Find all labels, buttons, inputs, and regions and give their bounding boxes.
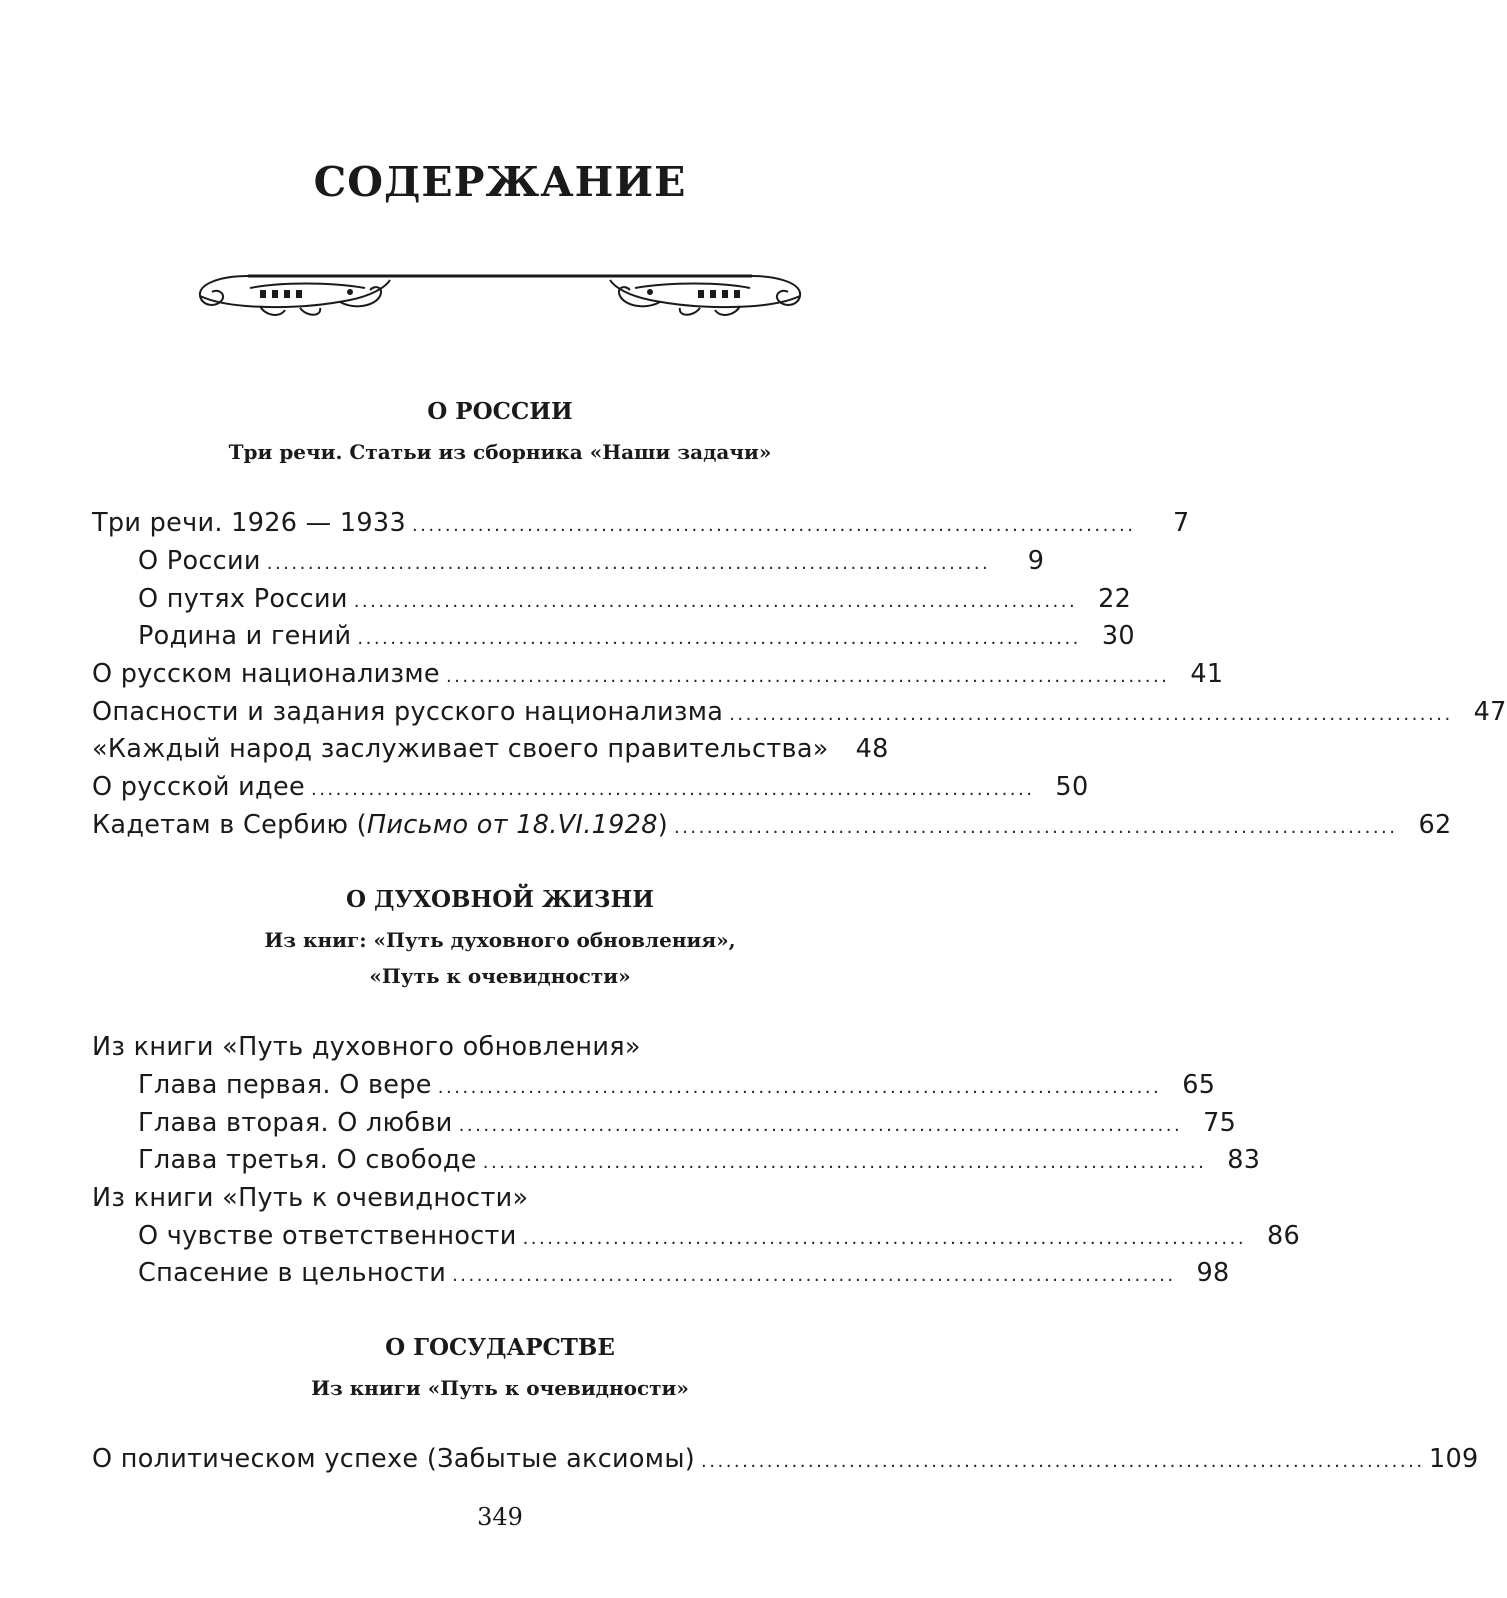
toc-entry[interactable] [92,1183,884,1219]
toc-entry-page: 98 [1196,1258,1230,1288]
toc-entry-title: Из книги «Путь к очевидности» [92,1183,529,1213]
toc-entry-page: 47 [1473,697,1507,727]
toc-entry-title-italic: Письмо от 18.VI.1928 [366,810,658,840]
toc-entry-title: О политическом успехе (Забытые аксиомы) [92,1444,696,1474]
toc-entry[interactable]: О чувстве ответственности ........................................................................................ 86 [138,1221,1301,1251]
toc-entry-title: Из книги «Путь духовного обновления» [92,1032,641,1062]
toc-entry[interactable] [92,1032,884,1068]
toc-entry[interactable]: Спасение в цельности ........................................................................................ 98 [138,1258,1230,1288]
toc-entry[interactable]: Глава первая. О вере ........................................................................................ 65 [138,1070,1216,1100]
toc-entry-page: 83 [1227,1145,1261,1175]
toc-entry-title: О путях России [138,584,348,614]
toc-entry[interactable]: Кадетам в Сербию (Письмо от 18.VI.1928) ........................................................................................ 62 [92,810,1452,840]
section-heading: О ДУХОВНОЙ ЖИЗНИ [346,886,654,913]
toc-entry-page: 86 [1267,1221,1301,1251]
toc-entry[interactable]: Опасности и задания русского национализма ........................................................................................ 47 [92,697,1507,727]
toc-entry-page: 22 [1098,584,1132,614]
toc-entry[interactable]: О русском национализме ........................................................................................ 41 [92,659,1224,689]
page-number: 349 [477,1503,523,1531]
toc-entry-title: О России [138,546,261,576]
toc-entry-title: Глава третья. О свободе [138,1145,477,1175]
toc-entry-page: 75 [1203,1108,1237,1138]
decorative-divider-icon [190,266,810,326]
toc-entry-title: Родина и гений [138,621,352,651]
toc-entry-title: О русском национализме [92,659,440,689]
toc-entry[interactable]: О политическом успехе (Забытые аксиомы) ........................................................................................ 109 [92,1444,1479,1474]
section-subheading: Три речи. Статьи из сборника «Наши задачи» [228,440,772,464]
toc-entry-title: «Каждый народ заслуживает своего правительства» [92,734,829,764]
toc-entry[interactable] [92,734,889,770]
section-subheading: «Путь к очевидности» [369,964,631,988]
section-subheading: Из книги «Путь к очевидности» [311,1376,689,1400]
toc-entry[interactable]: Родина и гений ........................................................................................ 30 [138,621,1135,651]
toc-entry-page: 50 [1055,772,1089,802]
toc-entry-page: 41 [1190,659,1224,689]
toc-entry-title: О русской идее [92,772,305,802]
toc-entry-page: 30 [1101,621,1135,651]
toc-entry[interactable]: О путях России ........................................................................................ 22 [138,584,1132,614]
toc-entry-page: 109 [1428,1444,1479,1474]
toc-entry[interactable]: О России ........................................................................................ 9 [138,546,1045,576]
toc-entry-page: 7 [1172,508,1190,538]
toc-entry-title: О чувстве ответственности [138,1221,517,1251]
toc-entry-page: 65 [1182,1070,1216,1100]
toc-entry[interactable]: О русской идее ........................................................................................ 50 [92,772,1089,802]
toc-entry-page: 9 [1027,546,1045,576]
toc-entry-title: Спасение в цельности [138,1258,447,1288]
toc-entry[interactable]: Глава вторая. О любви ........................................................................................ 75 [138,1108,1237,1138]
toc-entry-title: Глава первая. О вере [138,1070,432,1100]
toc-entry[interactable]: Глава третья. О свободе ........................................................................................ 83 [138,1145,1261,1175]
toc-entry-page: 48 [855,734,889,764]
toc-entry-title: Глава вторая. О любви [138,1108,453,1138]
toc-entry[interactable]: Три речи. 1926 — 1933 ........................................................................................ 7 [92,508,1190,538]
toc-entry-page: 62 [1418,810,1452,840]
section-heading: О ГОСУДАРСТВЕ [385,1334,615,1361]
toc-entry-title: Кадетам в Сербию (Письмо от 18.VI.1928) [92,810,668,840]
page-title: СОДЕРЖАНИЕ [313,158,687,206]
section-subheading: Из книг: «Путь духовного обновления», [264,928,736,952]
toc-entry-title: Опасности и задания русского национализма [92,697,724,727]
toc-entry-title: Три речи. 1926 — 1933 [92,508,406,538]
section-heading: О РОССИИ [427,398,573,425]
